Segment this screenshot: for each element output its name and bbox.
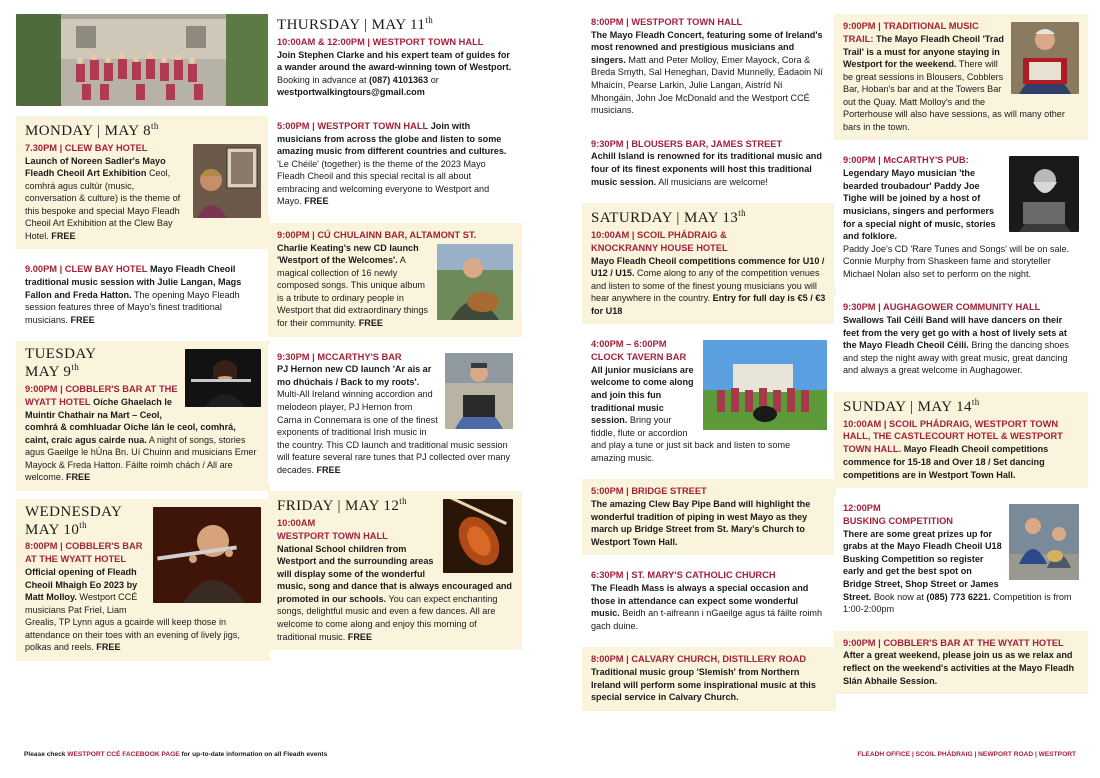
price-label: FREE xyxy=(65,472,91,483)
event-title: Traditional music group 'Slemish' from Northern Ireland will perform some inspirational music at this special service in Calvary Church. xyxy=(591,667,816,703)
day-heading-saturday: SATURDAY | MAY 13th xyxy=(591,208,747,227)
saturday-trad-trail xyxy=(834,14,1088,140)
event-venue: KNOCKRANNY HOUSE HOTEL xyxy=(591,242,728,253)
column-4 xyxy=(834,14,1088,702)
event-description: Paddy Joe's CD 'Rare Tunes and Songs' will be on sale. Connie Murphy from Shaskeen fame and storyteller Michael Nolan also set to perform on the night. xyxy=(843,243,1070,279)
booking-text: Book now at xyxy=(871,591,927,602)
price-label: FREE xyxy=(96,642,121,653)
event-description: All musicians are welcome! xyxy=(656,176,768,187)
friday-event-2 xyxy=(582,14,836,124)
event-time-venue: 9:00PM | McCARTHY'S PUB: xyxy=(843,155,969,166)
event-title: Mayo Fleadh Cheoil competitions commence for U10 / U12 / U15. xyxy=(591,255,825,279)
event-description: Come along to any of the competition venues and listen to some of the finest young musicians you will hear anywhere in the country. xyxy=(591,268,820,304)
event-title: Official opening of Fleadh Cheoil Mhaigh Eo 2023 by Matt Molloy. xyxy=(25,567,138,603)
event-description: Multi-All Ireland winning accordion and melodeon player, PJ Hernon from Carna in Connemara is one of the finest exponents of traditional Irish music in the country. This CD launch and traditional music session will feature several rare tunes that PJ collected over many decades. xyxy=(277,389,511,475)
pj-hernon-photo xyxy=(445,353,513,429)
booking-phone: (087) 4101363 xyxy=(369,74,429,85)
monday-event-2 xyxy=(16,257,270,333)
group-photo xyxy=(16,14,268,106)
event-time: 12:00PM xyxy=(843,503,881,514)
price-label: FREE xyxy=(358,317,383,328)
facebook-page-link[interactable]: WESTPORT CCÉ FACEBOOK PAGE xyxy=(67,751,180,758)
wednesday-section xyxy=(16,499,270,661)
event-time-venue: 9:00PM | CÚ CHULAINN BAR, ALTAMONT ST. xyxy=(277,229,477,240)
saturday-section xyxy=(582,203,836,324)
busking-photo xyxy=(1009,504,1079,580)
column-2 xyxy=(268,14,522,658)
event-title: Swallows Tail Céilí Band will have dancers on their feet from the very get go with a host of lively sets at the Mayo Fleadh Cheoil Céilí. xyxy=(843,315,1067,351)
friday-event-3 xyxy=(582,132,836,195)
event-description: Beidh an t-aifreann i nGaeilge agus tá fáilte roimh gach duine. xyxy=(591,608,823,631)
column-3 xyxy=(582,14,836,719)
tuesday-section xyxy=(16,341,270,490)
event-description: Ceol, comhrá agus cultúr (music, conversation & culture) is the theme of this bespoke and special Mayo Fleadh Cheoil Art Exhibition at the Clew Bay Hotel. xyxy=(25,168,181,241)
flute-player-photo xyxy=(185,349,261,407)
price-label: FREE xyxy=(304,196,329,207)
event-time-venue: 5:00PM | BRIDGE STREET xyxy=(591,486,707,497)
footer-text: for up-to-date information on all Fleadh events xyxy=(179,751,328,758)
saturday-mccarthys xyxy=(834,148,1088,287)
event-description: A magical collection of 16 newly composed songs. This unique album is a tribute to ordinary people in Westport that did extraordinary things for their community. xyxy=(277,255,428,328)
sunday-cobblers xyxy=(834,631,1088,694)
event-description: Bring your fiddle, flute or accordion and play a tune or just sit back and listen to some amazing music. xyxy=(591,415,791,463)
monday-section xyxy=(16,116,270,249)
event-title: The amazing Clew Bay Pipe Band will highlight the wonderful tradition of piping in west Mayo as they march up Bridge Street from St. Mary's Church to Westport Town Hall. xyxy=(591,499,811,547)
event-title: The Fleadh Mass is always a special occasion and those in attendance can expect some wonderful music. xyxy=(591,583,809,619)
day-heading-wednesday: WEDNESDAY MAY 10th xyxy=(25,503,123,538)
saturday-event-4 xyxy=(582,563,836,639)
event-time-venue: 8:00PM | CALVARY CHURCH, DISTILLERY ROAD xyxy=(591,654,807,665)
event-time: 10:00AM xyxy=(277,518,316,529)
event-title: After a great weekend, please join us as we relax and reflect on the weekend's activities at the Mayo Fleadh Slán Abhaile Session. xyxy=(843,650,1075,686)
footer-text: Please check xyxy=(24,751,68,758)
event-time: 4:00PM – 6:00PM xyxy=(591,339,667,350)
event-description: There will be great sessions in Blousers, Cobblers Bar, Hoban's bar and at the Towers Bar out the Quay. Matt Molloy's and the Porterhouse will also have sessions, as will many other bars in the town. xyxy=(843,59,1065,132)
event-time-venue: 8:00PM | WESTPORT TOWN HALL xyxy=(591,17,743,27)
event-time-venue: 8:00PM | COBBLER'S BAR AT THE WYATT HOTEL xyxy=(25,541,143,565)
booking-or: or xyxy=(428,74,439,85)
booking-email: westportwalkingtours@gmail.com xyxy=(277,87,425,98)
event-title: Oíche Ghaelach le Muintir Chathair na Mart – Ceol, comhrá & comhluadar Oíche lán le ceol, comhrá, caint, craic agus cairde nua. xyxy=(25,396,236,445)
event-title: Launch of Noreen Sadler's Mayo Fleadh Cheoil Art Exhibition xyxy=(25,155,166,179)
event-venue: CLOCK TAVERN BAR xyxy=(591,352,687,363)
entry-price: Entry for full day is €5 / €3 for U18 xyxy=(591,293,826,316)
price-label: FREE xyxy=(70,314,95,325)
friday-section xyxy=(268,491,522,650)
event-title: PJ Hernon new CD launch 'Ar ais ar mo dhúchais / Back to my roots'. xyxy=(277,364,432,387)
event-time-venue: 9:30PM | BLOUSERS BAR, JAMES STREET xyxy=(591,138,783,149)
event-title: The Mayo Fleadh Concert, featuring some of Ireland's most renowned and prestigious musicians and singers. xyxy=(591,29,823,65)
event-title: Mayo Fleadh Cheoil competitions commence for 15-18 and Over 18 / Set dancing competitions are in Westport Town Hall. xyxy=(843,444,1049,480)
event-time-venue: 9:00PM | TRADITIONAL MUSIC TRAIL: xyxy=(843,21,979,44)
event-description: Westport CCÉ musicians Pat Friel, Liam Grealis, TP Lynn agus a gcairde will keep those in attendance on their toes with an evening of lively jigs, polkas and reels. xyxy=(25,592,240,653)
event-description: A night of songs, stories agus Gaeilge le hÚna Bn. Uí Chuinn and musicians Emer Mayock & Freda Hatton. Fáilte roimh chách / All are welcome. xyxy=(25,434,257,483)
column-1 xyxy=(16,14,270,669)
day-heading-sunday: SUNDAY | MAY 14th xyxy=(843,396,980,415)
event-time-venue: 7.30PM | CLEW BAY HOTEL xyxy=(25,142,148,153)
sunday-busking xyxy=(834,496,1088,622)
event-time-venue: 9:00PM | COBBLER'S BAR AT THE WYATT HOTEL xyxy=(843,637,1064,648)
event-description: The opening Mayo Fleadh session features three of Mayo's finest traditional musicians. xyxy=(25,289,240,325)
event-title: Achill Island is renowned for its traditional music and four of its finest exponents will host this traditional music session. xyxy=(591,151,822,187)
charlie-keating-photo xyxy=(437,244,513,320)
event-time-venue: 9.00PM | CLEW BAY HOTEL xyxy=(25,264,148,275)
art-exhibition-photo xyxy=(193,144,261,218)
event-title: All junior musicians are welcome to come along and join this fun traditional music session. xyxy=(591,364,694,426)
day-heading-monday: MONDAY | MAY 8th xyxy=(25,121,159,139)
price-label: FREE xyxy=(51,230,76,241)
booking-text: Booking in advance at xyxy=(277,74,370,85)
event-title: Join Stephen Clarke and his expert team of guides for a wander around the award-winning town of Westport. xyxy=(277,49,512,73)
event-time-venue: 10:00AM | SCOIL PHÁDRAIG, WESTPORT TOWN HALL, THE CASTLECOURT HOTEL & WESTPORT TOWN HALL. xyxy=(843,418,1063,455)
event-venue: WESTPORT TOWN HALL xyxy=(277,530,388,541)
event-title: Legendary Mayo musician 'the bearded troubadour' Paddy Joe Tighe will be joined by a host of musicians, singers and performers for a special night of music, stories and folklore. xyxy=(843,168,996,242)
event-title: Join with musicians from across the globe and listen to some amazing music from different countries and cultures. xyxy=(277,120,507,157)
saturday-aughagower xyxy=(834,295,1088,384)
event-time-venue: 9:00PM | COBBLER'S BAR AT THE WYATT HOTEL xyxy=(25,383,178,407)
thursday-event-3 xyxy=(268,223,522,337)
event-title: Charlie Keating's new CD launch 'Westport of the Welcomes'. xyxy=(277,242,419,266)
event-title: The Mayo Fleadh Cheoil 'Trad Trail' is a must for anyone staying in Westport for the weekend. xyxy=(843,33,1004,70)
event-description: 'Le Chéile' (together) is the theme of the 2023 Mayo Fleadh Cheoil and this special recital is all about embracing and welcoming everyone to Westport and Mayo. xyxy=(277,158,490,207)
event-description: Matt and Peter Molloy, Emer Mayock, Cora & Breda Smyth, Sal Heneghan, David Munnelly, Éadaoin Ní Mhaicín, Pearse Larkin, Julie Langan, Aistríd Ní Mhongáin, John Joe McDonald and the Westport CCÉ musicians. xyxy=(591,54,823,116)
event-time-venue: 5:00PM | WESTPORT TOWN HALL xyxy=(277,120,429,131)
event-time-venue: 10:00AM | SCOIL PHÁDRAIG & xyxy=(591,229,727,240)
thursday-event-2 xyxy=(268,114,522,215)
event-title: National School children from Westport and the surrounding areas will display some of the wonderful music, song and dance that is always encouraged and promoted in our schools. xyxy=(277,543,512,604)
event-title: There are some great prizes up for grabs at the Mayo Fleadh Cheoil U18 Busking Competition so register early and get the best spot on Bridge Street, Shop Street or James Street. xyxy=(843,528,1002,602)
event-time-venue: 9:30PM | MCCARTHY'S BAR xyxy=(277,351,402,362)
footer-note xyxy=(24,751,327,758)
event-time-venue: 9:30PM | AUGHAGOWER COMMUNITY HALL xyxy=(843,302,1041,313)
event-venue: BUSKING COMPETITION xyxy=(843,515,954,526)
fiddle-photo xyxy=(443,499,513,573)
day-heading-thursday: THURSDAY | MAY 11th xyxy=(277,15,434,33)
day-heading-friday: FRIDAY | MAY 12th xyxy=(277,496,408,515)
event-description: You can expect enchanting songs, delightful music and even a few dances. All are welcome to come along and enjoy this morning of traditional music. xyxy=(277,593,498,642)
matt-molloy-photo xyxy=(153,507,261,603)
junior-musicians-photo xyxy=(703,340,827,430)
saturday-event-5 xyxy=(582,647,836,710)
event-time-venue: 6:30PM | ST. MARY'S CATHOLIC CHURCH xyxy=(591,570,776,581)
event-title: Mayo Fleadh Cheoil traditional music session with Julie Langan, Mags Fallon and Freda Hatton. xyxy=(25,264,242,300)
event-description: Competition is from 1:00-2:00pm xyxy=(843,591,1072,615)
paddy-joe-tighe-photo xyxy=(1009,156,1079,232)
footer-address: FLEADH OFFICE | SCOIL PHÁDRAIG | NEWPORT ROAD | WESTPORT xyxy=(857,751,1076,758)
saturday-event-2 xyxy=(582,332,836,471)
event-description: Bring the dancing shoes and step the night away with great music, great dancing and always a great welcome in Aughagower. xyxy=(843,340,1069,376)
day-heading-tuesday: TUESDAY MAY 9th xyxy=(25,346,97,381)
sunday-section xyxy=(834,392,1088,488)
price-label: FREE xyxy=(347,631,373,642)
thursday-section xyxy=(268,14,522,106)
booking-phone: (085) 773 6221. xyxy=(926,591,991,602)
price-label: FREE xyxy=(316,464,341,475)
saturday-event-3 xyxy=(582,479,836,555)
thursday-event-4 xyxy=(268,345,522,484)
accordion-player-photo xyxy=(1011,22,1079,94)
event-time-venue: 10:00AM & 12:00PM | WESTPORT TOWN HALL xyxy=(277,36,484,47)
